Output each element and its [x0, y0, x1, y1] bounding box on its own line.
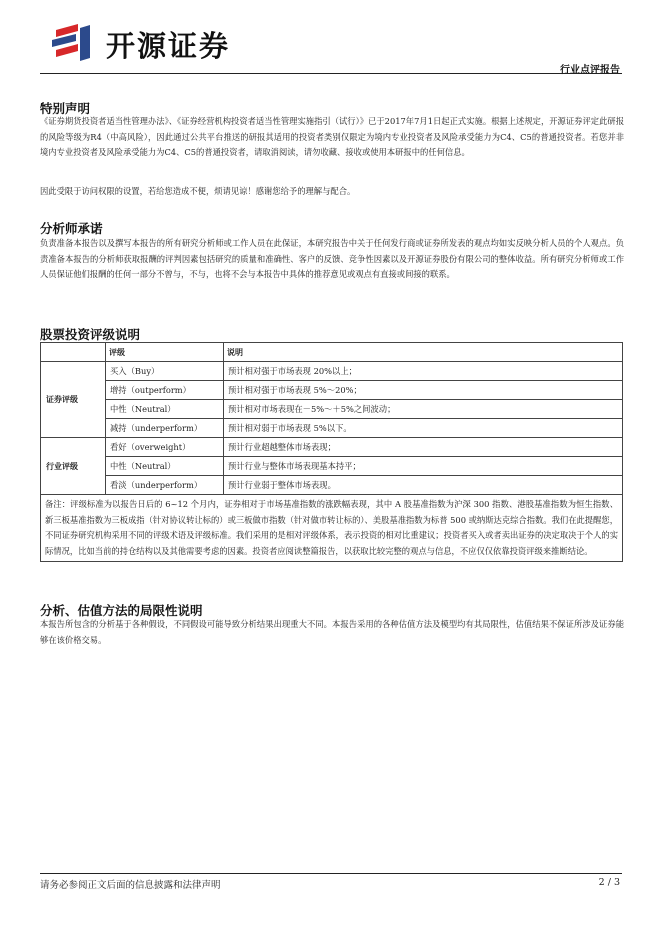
header-rating: 评级	[106, 343, 224, 362]
rating-description: 预计相对市场表现在－5%～＋5%之间波动；	[224, 400, 623, 419]
rating-note: 备注：评级标准为以报告日后的 6~12 个月内，证券相对于市场基准指数的涨跌幅表现，其中 A 股基准指数为沪深 300 指数、港股基准指数为恒生指数、新三板基准指数为三板成指（针对协议转让标的）或三板做市指数（针对做市转让标的）、美股基准指数为标普 500 或纳斯达克综合指数。我们在此提醒您，不同证券研究机构采用不同的评级术语及评级标准。我们采用的是相对评级体系，表示投资的相对比重建议；投资者买入或者卖出证券的决定取决于个人的实际情况，比如当前的持仓结构以及其他需要考虑的因素。投资者应阅读整篇报告，以获取比较完整的观点与信息，不应仅仅依靠投资评级来推断结论。	[41, 495, 623, 562]
table-row	[41, 362, 623, 381]
rating-description: 预计相对强于市场表现 20%以上；	[224, 362, 623, 381]
rating-name: 中性（Neutral）	[106, 457, 224, 476]
header-empty-cell	[41, 343, 106, 362]
limitation-paragraph: 本报告所包含的分析基于各种假设，不同假设可能导致分析结果出现重大不同。本报告采用的各种估值方法及模型均有其局限性，估值结果不保证所涉及证券能够在该价格交易。	[40, 619, 624, 645]
rating-description: 预计相对强于市场表现 5%～20%；	[224, 381, 623, 400]
table-row	[41, 381, 623, 400]
brand-logo	[50, 22, 250, 62]
footer-disclaimer: 请务必参阅正文后面的信息披露和法律声明	[40, 880, 221, 891]
page-header	[0, 0, 662, 80]
rating-table	[40, 342, 623, 562]
header-divider	[40, 73, 622, 74]
table-row	[41, 438, 623, 457]
rating-name: 减持（underperform）	[106, 419, 224, 438]
table-row	[41, 419, 623, 438]
rating-name: 看好（overweight）	[106, 438, 224, 457]
special-statement-title: 特别声明	[40, 101, 91, 116]
brand-name: 开源证券	[106, 29, 231, 63]
page-number: 2 / 3	[598, 877, 620, 888]
table-row	[41, 400, 623, 419]
rating-name: 买入（Buy）	[106, 362, 224, 381]
analyst-commitment-paragraph: 负责准备本报告以及撰写本报告的所有研究分析师或工作人员在此保证，本研究报告中关于任何发行商或证券所发表的观点均如实反映分析人员的个人观点。负责准备本报告的分析师获取报酬的评判因素包括研究的质量和准确性、客户的反馈、竞争性因素以及开源证券股份有限公司的整体收益。所有研究分析师或工作人员保证他们报酬的任何一部分不曾与，不与，也将不会与本报告中具体的推荐意见或观点有直接或间接的联系。	[40, 238, 624, 279]
rating-description: 预计行业弱于整体市场表现。	[224, 476, 623, 495]
rating-table-header	[41, 343, 623, 362]
brand-mark-icon	[50, 22, 102, 62]
rating-note-row	[41, 495, 623, 562]
table-row	[41, 457, 623, 476]
rating-description: 预计行业超越整体市场表现；	[224, 438, 623, 457]
rating-name: 增持（outperform）	[106, 381, 224, 400]
special-statement-note: 因此受限于访问权限的设置，若给您造成不便，烦请见谅！感谢您给予的理解与配合。	[40, 186, 356, 196]
report-type-label: 行业点评报告	[560, 65, 620, 76]
stock-rating-category: 证券评级	[41, 362, 106, 438]
rating-description: 预计行业与整体市场表现基本持平；	[224, 457, 623, 476]
header-description: 说明	[224, 343, 623, 362]
industry-rating-category: 行业评级	[41, 438, 106, 495]
footer-divider	[40, 873, 622, 874]
rating-name: 中性（Neutral）	[106, 400, 224, 419]
limitation-title: 分析、估值方法的局限性说明	[40, 603, 203, 618]
rating-name: 看淡（underperform）	[106, 476, 224, 495]
rating-explanation-title: 股票投资评级说明	[40, 327, 141, 342]
special-statement-paragraph: 《证券期货投资者适当性管理办法》、《证券经营机构投资者适当性管理实施指引（试行）》已于2017年7月1日起正式实施。根据上述规定，开源证券评定此研报的风险等级为R4（中高风险），因此通过公共平台推送的研报其适用的投资者类别仅限定为境内专业投资者及风险承受能力为C4、C5的普通投资者。若您并非境内专业投资者及风险承受能力为C4、C5的普通投资者，请取消阅读，请勿收藏、接收或使用本研报中的任何信息。	[40, 116, 624, 157]
analyst-commitment-title: 分析师承诺	[40, 221, 103, 236]
rating-description: 预计相对弱于市场表现 5%以下。	[224, 419, 623, 438]
table-row	[41, 476, 623, 495]
